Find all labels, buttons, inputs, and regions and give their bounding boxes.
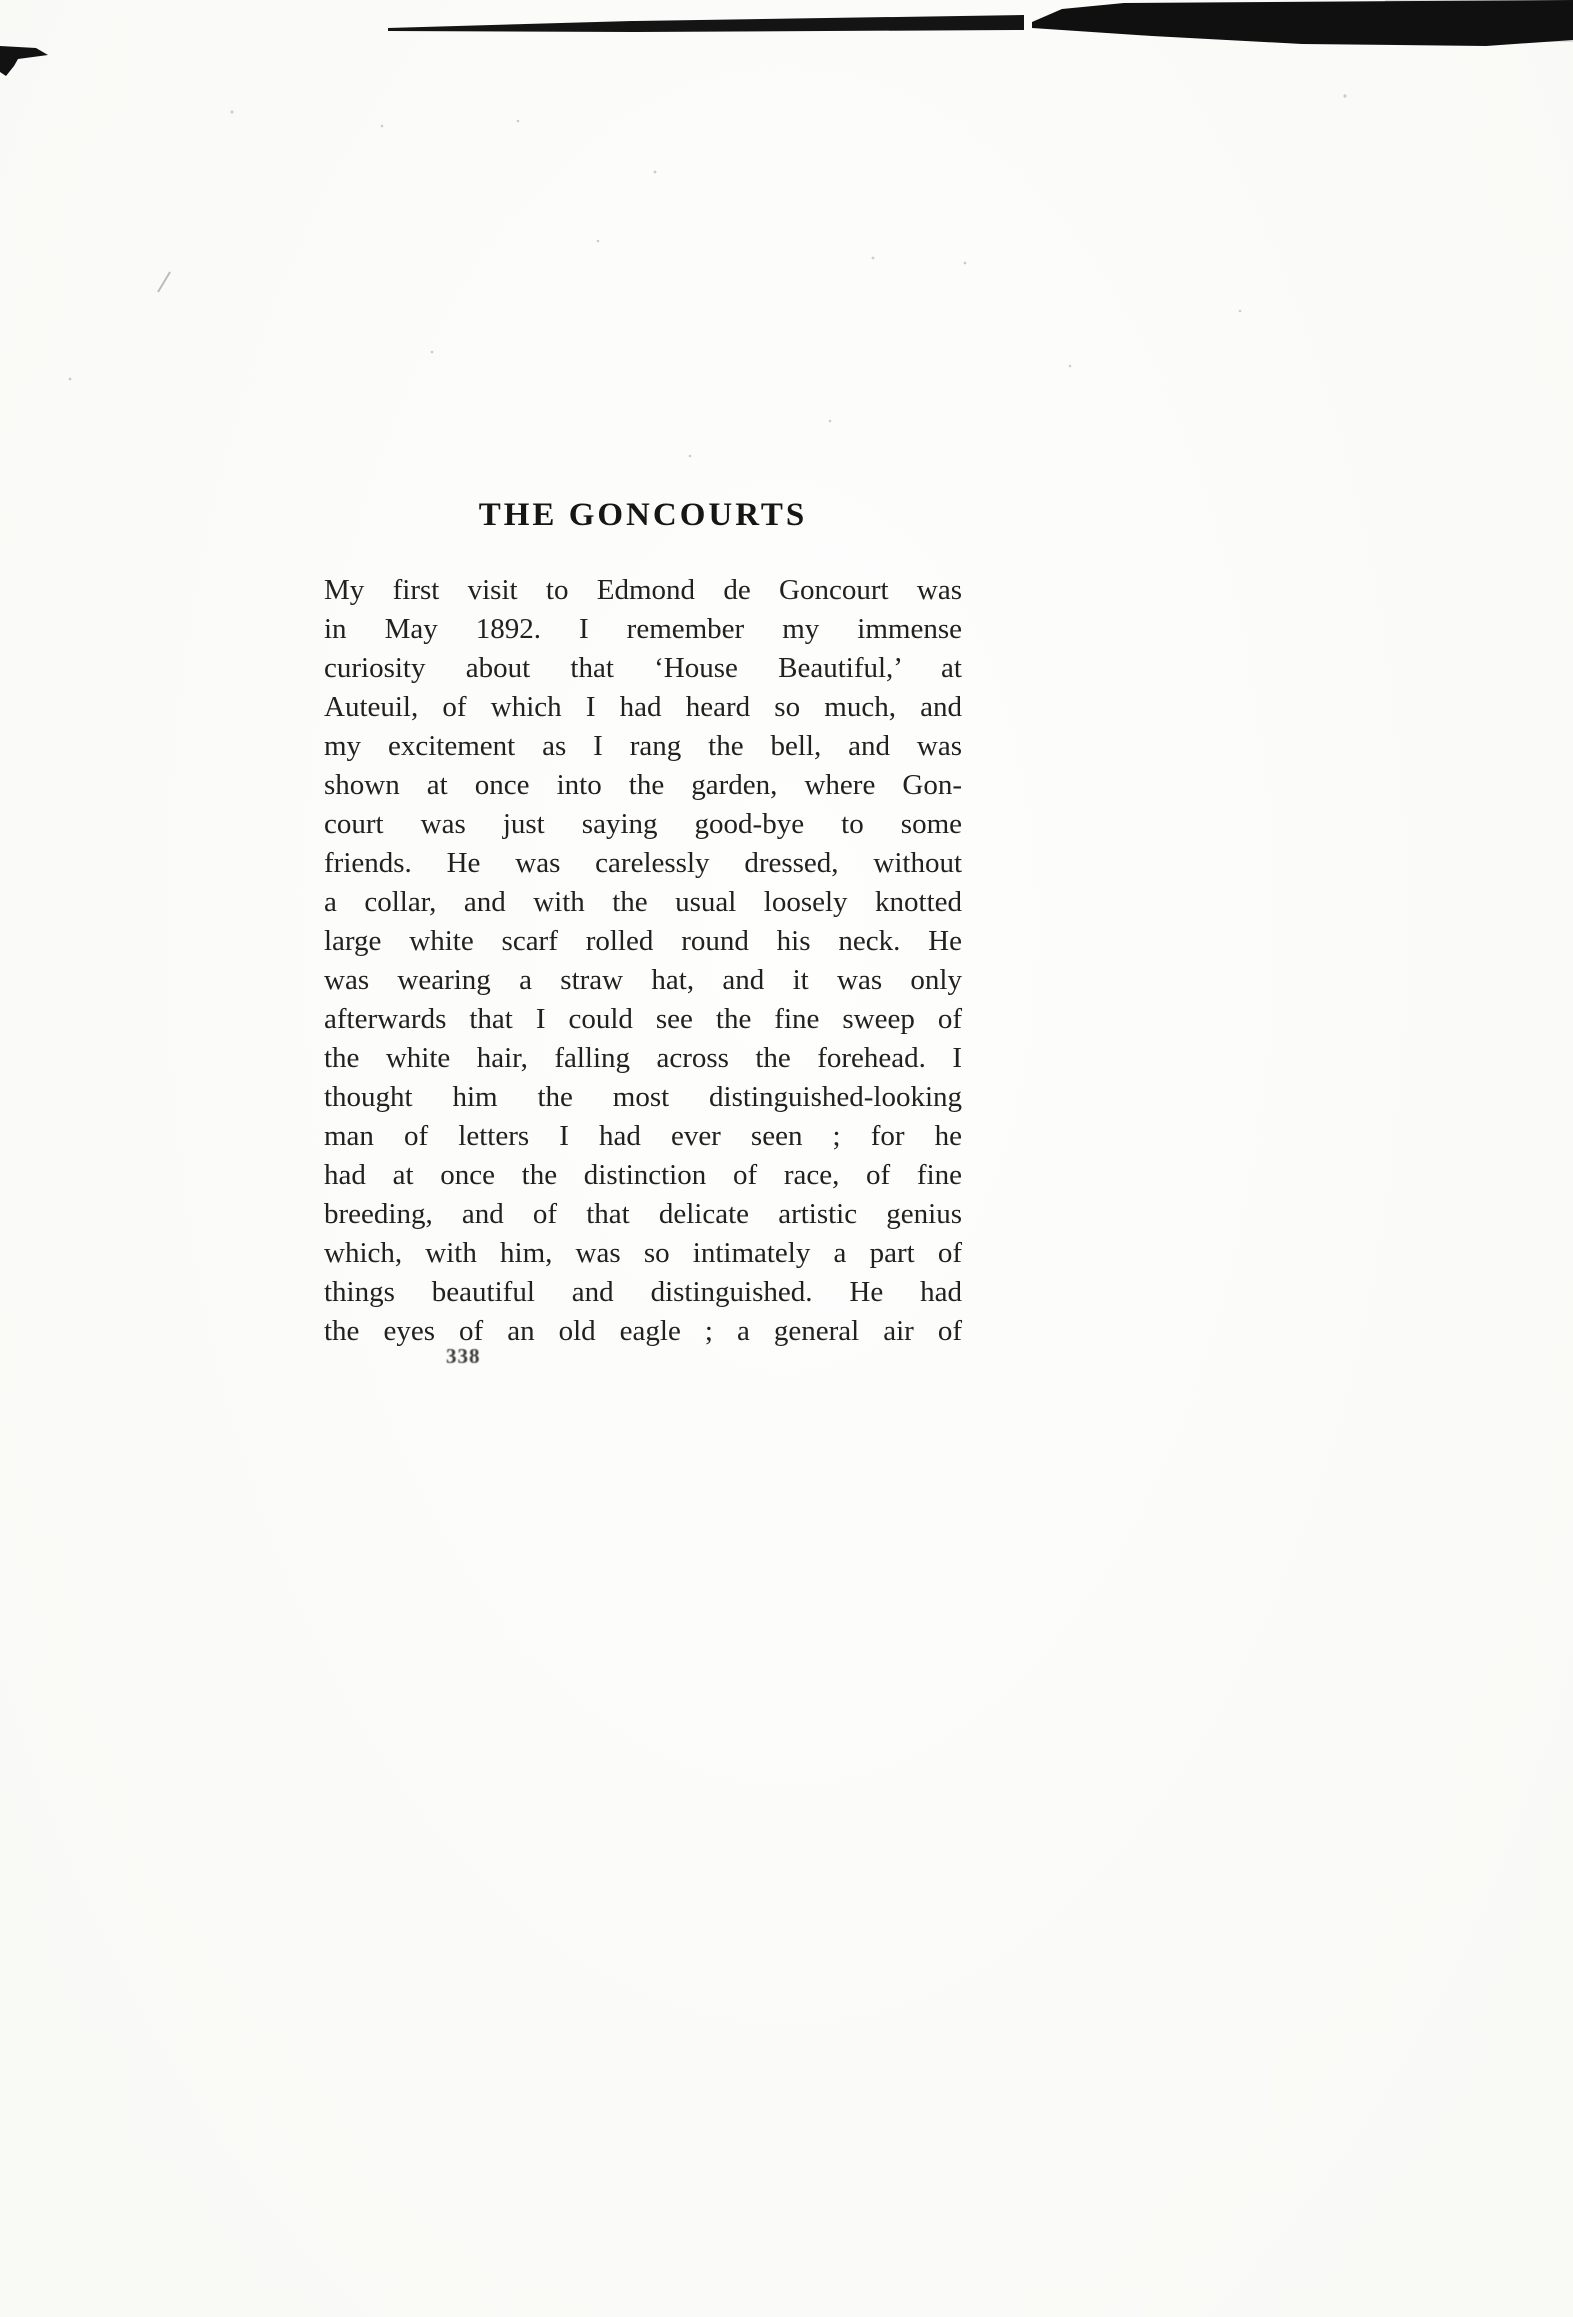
scan-specks <box>69 94 1347 457</box>
text-line: Auteuil, of which I had heard so much, and <box>324 691 962 723</box>
top-edge-scan-streak <box>388 15 1024 32</box>
top-right-scan-blob <box>1032 0 1573 46</box>
body-paragraph <box>324 571 962 1351</box>
scan-slash-speck <box>158 272 170 292</box>
chapter-title: THE GONCOURTS <box>478 497 808 533</box>
text-line: had at once the distinction of race, of fine <box>324 1159 962 1191</box>
text-line: the white hair, falling across the forehead. I <box>324 1042 962 1074</box>
left-margin-scan-mark <box>0 46 48 76</box>
text-line: shown at once into the garden, where Gon- <box>324 769 962 801</box>
text-line: my excitement as I rang the bell, and was <box>324 730 962 762</box>
text-line: court was just saying good-bye to some <box>324 808 962 840</box>
page-number: 338 <box>446 1344 481 1368</box>
page-content <box>324 497 962 1351</box>
scan-artifacts <box>0 0 1573 520</box>
scan-noise-patch <box>1385 0 1573 42</box>
text-line: friends. He was carelessly dressed, without <box>324 847 962 879</box>
text-line: afterwards that I could see the fine sweep of <box>324 1003 962 1035</box>
text-line: curiosity about that ‘House Beautiful,’ at <box>324 652 962 684</box>
text-line: which, with him, was so intimately a part of <box>324 1237 962 1269</box>
text-line: the eyes of an old eagle ; a general air of <box>324 1315 962 1347</box>
text-line: breeding, and of that delicate artistic genius <box>324 1198 962 1230</box>
text-line: My first visit to Edmond de Goncourt was <box>324 574 962 606</box>
text-line: large white scarf rolled round his neck. He <box>324 925 962 957</box>
text-line: man of letters I had ever seen ; for he <box>324 1120 962 1152</box>
text-line: was wearing a straw hat, and it was only <box>324 964 962 996</box>
text-line: in May 1892. I remember my immense <box>324 613 962 645</box>
text-line: thought him the most distinguished-looking <box>324 1081 962 1113</box>
text-line: a collar, and with the usual loosely knotted <box>324 886 962 918</box>
text-line: things beautiful and distinguished. He had <box>324 1276 962 1308</box>
